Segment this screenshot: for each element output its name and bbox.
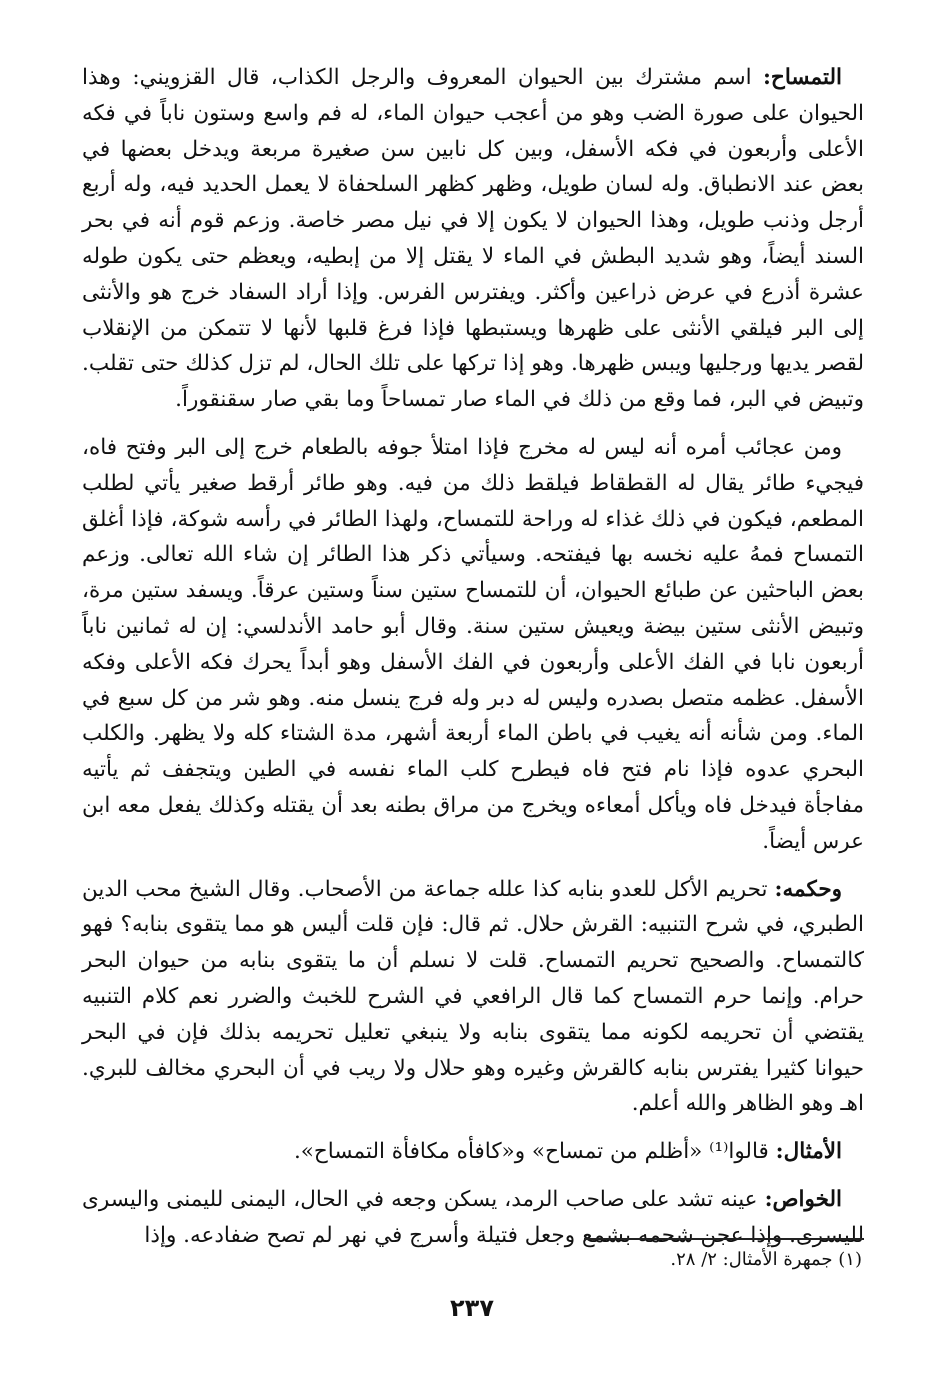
paragraph-lead: الخواص: xyxy=(764,1186,842,1212)
paragraph-text: اسم مشترك بين الحيوان المعروف والرجل الكذاب، قال القزويني: وهذا الحيوان على صورة الضب وهو من أعجب حيوان الماء، له فم واسع وستون ناباً في فكه الأعلى وأربعون في فكه الأسفل، وبين كل نابين سن صغيرة مربعة ويدخل بعضها في بعض عند الانطباق. وله لسان طويل، وظهر كظهر السلحفاة لا يعمل الحديد فيه، وله أربع أرجل وذنب طويل، وهذا الحيوان لا يكون إلا في نيل مصر خاصة. وزعم قوم أنه في بحر السند أيضاً، وهو شديد البطش في الماء لا يقتل إلا من إبطيه، ويعظم حتى يكون طوله عشرة أذرع في عرض ذراعين وأكثر. ويفترس الفرس. وإذا أراد السفاد خرج هو والأنثى إلى البر فيلقي الأنثى على ظهرها ويستبطها فإذا فرغ قلبها لأنها لا تتمكن من الإنقلاب لقصر يديها ورجليها ويبس ظهرها. وهو إذا تركها على تلك الحال، لم تزل كذلك حتى تقلب. وتبيض في البر، فما وقع من ذلك في الماء صار تمساحاً وما بقي صار سقنقوراً. xyxy=(82,65,864,413)
paragraph-crocodile-properties xyxy=(82,1182,864,1254)
paragraph-lead: وحكمه: xyxy=(774,876,842,902)
paragraph-text: قالوا⁽¹⁾ «أظلم من تمساح» و«كافأه مكافأة التمساح». xyxy=(293,1139,776,1165)
paragraph-text: ومن عجائب أمره أنه ليس له مخرج فإذا امتلأ جوفه بالطعام خرج إلى البر وفتح فاه، فيجيء طائر يقال له القطقاط فيلقط ذلك من فيه. وهو طائر أرقط صغير يأتي لطلب المطعم، فيكون في ذلك غذاء له وراحة للتمساح، ولهذا الطائر في رأسه شوكة، فإذا أغلق التمساح فمهُ عليه نخسه بها فيفتحه. وسيأتي ذكر هذا الطائر إن شاء الله تعالى. وزعم بعض الباحثين عن طبائع الحيوان، أن للتمساح ستين سناً وستين عرقاً. ويسفد ستين مرة، وتبيض الأنثى ستين بيضة ويعيش ستين سنة. وقال أبو حامد الأندلسي: إن له ثمانين ناباً أربعون نابا في الفك الأعلى وأربعون في الفك الأسفل وهو أبداً يحرك فكه الأعلى وفكه الأسفل. عظمه متصل بصدره وليس له دبر وله فرج ينسل منه. وهو شر من كل سبع في الماء. ومن شأنه أنه يغيب في باطن الماء أربعة أشهر، مدة الشتاء كله ولا يظهر. والكلب البحري عدوه فإذا نام فتح فاه فيطرح كلب الماء نفسه في الطين ويتجفف ثم يأتيه مفاجأة فيدخل فاه ويأكل أمعاءه ويخرج من مراق بطنه بعد أن يقتله وكذلك يفعل معه ابن عرس أيضاً. xyxy=(82,434,864,854)
paragraph-lead: الأمثال: xyxy=(775,1139,842,1165)
page-number: ٢٣٧ xyxy=(450,1294,494,1322)
paragraph-text: عينه تشد على صاحب الرمد، يسكن وجعه في الحال، اليمنى لليمنى واليسرى لليسرى. وإذا عجن شحمه بشمع وجعل فتيلة وأسرج في نهر لم تصح ضفادعه. وإذا xyxy=(82,1186,864,1248)
paragraph-crocodile-proverbs xyxy=(82,1134,864,1170)
paragraph-crocodile-wonders xyxy=(82,430,864,860)
footnote-divider xyxy=(584,1238,864,1240)
paragraph-text: تحريم الأكل للعدو بنابه كذا علله جماعة من الأصحاب. وقال الشيخ محب الدين الطبري، في شرح التنبيه: القرش حلال. ثم قال: فإن قلت أليس هو مما يتقوى بنابه؟ فهو كالتمساح. والصحيح تحريم التمساح. قلت لا نسلم أن ما يتقوى بنابه من حيوان البحر حرام. وإنما حرم التمساح كما قال الرافعي في الشرح للخبث والضرر نعم كلام التنبيه يقتضي أن تحريمه لكونه مما يتقوى بنابه ولا ينبغي تعليل تحريمه بذلك فإن في البحر حيوانا كثيرا يفترس بنابه كالقرش وغيره وهو حلال ولا ريب في أن البحري مخالف للبري. اهـ وهو الظاهر والله أعلم. xyxy=(82,876,864,1117)
paragraph-crocodile-definition xyxy=(82,60,864,418)
footnote: (١) جمهرة الأمثال: ٢/ ٢٨. xyxy=(670,1249,862,1270)
page-body xyxy=(82,60,864,1254)
paragraph-crocodile-ruling xyxy=(82,872,864,1123)
paragraph-lead: التمساح: xyxy=(763,65,842,90)
